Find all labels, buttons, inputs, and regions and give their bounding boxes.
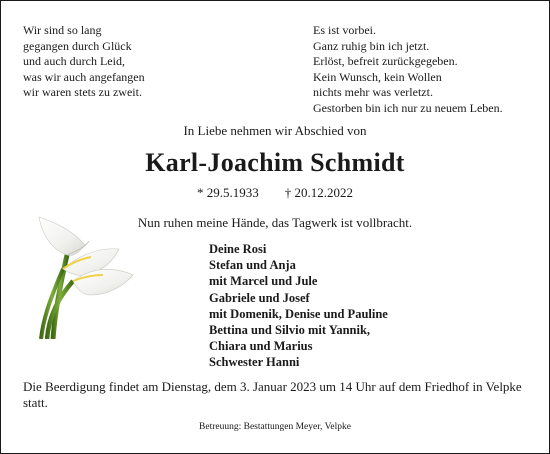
poem-left	[23, 23, 145, 101]
poem-left-line: was wir auch angefangen	[23, 69, 145, 84]
poem-right-line: Es ist vorbei.	[313, 23, 376, 37]
mourner-line: Schwester Hanni	[209, 355, 300, 370]
poem-right-line: Kein Wunsch, kein Wollen	[313, 69, 442, 84]
poem-left-line: Wir sind so lang	[23, 23, 102, 37]
poem-right-line: Ganz ruhig bin ich jetzt.	[313, 38, 430, 53]
mourner-line: Deine Rosi	[209, 242, 267, 256]
poem-right	[313, 23, 503, 117]
farewell-intro: In Liebe nehmen wir Abschied von	[183, 123, 367, 138]
mourners-list	[209, 241, 388, 371]
deceased-name: Karl-Joachim Schmidt	[145, 148, 405, 177]
funeral-notice: Die Beerdigung findet am Dienstag, dem 3. Januar 2023 um 14 Uhr auf dem Friedhof in Velpke statt.	[23, 379, 522, 410]
poem-right-line: nichts mehr was verletzt.	[313, 85, 433, 100]
poem-left-line: wir waren stets zu zweit.	[23, 85, 142, 100]
mourner-line: mit Domenik, Denise und Pauline	[209, 306, 388, 321]
poem-left-line: gegangen durch Glück	[23, 38, 132, 53]
calla-lily-image	[33, 211, 137, 339]
mourner-line: Chiara und Marius	[209, 339, 313, 354]
life-dates	[1, 185, 549, 201]
mourner-line: Stefan und Anja	[209, 258, 296, 273]
funeral-home-credit: Betreuung: Bestattungen Meyer, Velpke	[199, 422, 351, 432]
poem-right-line: Erlöst, befreit zurückgegeben.	[313, 54, 458, 69]
death-date: † 20.12.2022	[284, 185, 353, 200]
memorial-quote: Nun ruhen meine Hände, das Tagwerk ist vollbracht.	[137, 215, 413, 230]
poem-left-line: und auch durch Leid,	[23, 54, 125, 69]
mourner-line: Gabriele und Josef	[209, 290, 310, 305]
mourner-line: Bettina und Silvio mit Yannik,	[209, 323, 371, 338]
poem-right-line: Gestorben bin ich nur zu neuem Leben.	[313, 100, 503, 115]
mourner-line: mit Marcel und Jule	[209, 274, 318, 289]
birth-date: * 29.5.1933	[197, 185, 259, 200]
